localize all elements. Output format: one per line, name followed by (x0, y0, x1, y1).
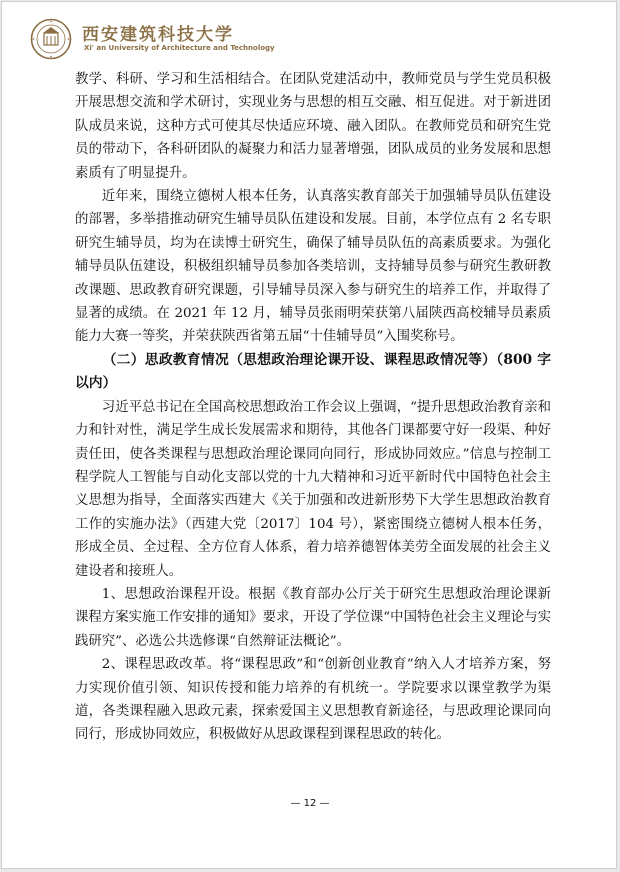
page-header (30, 16, 590, 62)
section-heading: （二）思政教育情况（思想政治理论课开设、课程思政情况等）（800 字以内） (75, 351, 551, 392)
paragraph-counselor-team: 近年来，围绕立德树人根本任务，认真落实教育部关于加强辅导员队伍建设的部署，多举措推动研究生辅导员队伍建设和发展。目前，本学位点有 2 名专职研究生辅导员，均为在读博士研究生，确保了辅导员队伍的高素质要求。为强化辅导员队伍建设，积极组织辅导员参加各类培训，支持辅导员参与研究生教研教改课题、思政教育研究课题，引导辅导员深入参与研究生的培养工作，并取得了显著的成绩。在 2021 年 12 月，辅导员张雨明荣获第八届陕西高校辅导员素质能力大赛一等奖，并荣获陕西省第五届“十佳辅导员”入围奖称号。 (75, 189, 551, 345)
paragraph-ideological-education: 习近平总书记在全国高校思想政治工作会议上强调，“提升思想政治教育亲和力和针对性，满足学生成长发展需求和期待，其他各门课都要守好一段渠、种好责任田，使各类课程与思想政治理论课同向同行，形成协同效应。”信息与控制工程学院人工智能与自动化支部以党的十九大精神和习近平新时代中国特色社会主义思想为指导，全面落实西建大《关于加强和改进新形势下大学生思想政治教育工作的实施办法》（西建大党〔2017〕104 号），紧密围绕立德树人根本任务，形成全员、全过程、全方位育人体系，着力培养德智体美劳全面发展的社会主义建设者和接班人。 (75, 399, 551, 579)
paragraph-continuation: 教学、科研、学习和生活相结合。在团队党建活动中，教师党员与学生党员积极开展思想交流和学术研讨，实现业务与思想的相互交融、相互促进。对于新进团队成员来说，这种方式可使其尽快适应环境、融入团队。在教师党员和研究生党员的带动下，各科研团队的凝聚力和活力显著增强，团队成员的业务发展和思想素质有了明显提升。 (75, 72, 551, 181)
page-number: — 12 — (290, 798, 330, 809)
university-name-en: Xi' an University of Architecture and Technology (84, 44, 275, 52)
paragraph-course-setup: 1、思想政治课程开设。根据《教育部办公厅关于研究生思想政治理论课新课程方案实施工作安排的通知》要求，开设了学位课“中国特色社会主义理论与实践研究”、必选公共选修课“自然辩证法概论”。 (75, 586, 551, 649)
university-name-cn: 西安建筑科技大学 (82, 25, 234, 45)
university-seal-icon (30, 18, 72, 60)
document-page (1, 1, 617, 869)
paragraph-course-reform: 2、课程思政改革。将“课程思政”和“创新创业教育”纳入人才培养方案，努力实现价值引领、知识传授和能力培养的有机统一。学院要求以课堂教学为渠道，各类课程融入思政元素，探索爱国主义思想教育新途径，与思政理论课同向同行，形成协同效应，积极做好从思政课程到课程思政的转化。 (75, 657, 551, 743)
document-body (75, 68, 551, 747)
